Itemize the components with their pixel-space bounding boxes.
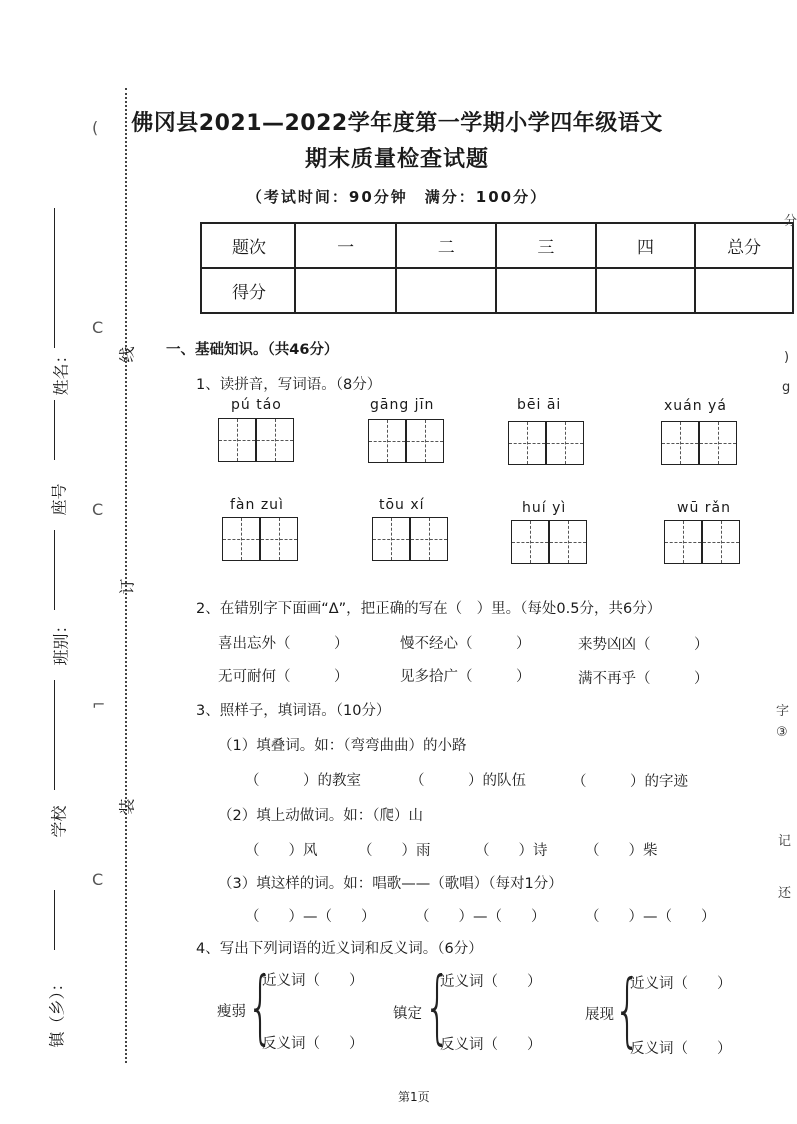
writing-grid-box[interactable] bbox=[702, 520, 740, 564]
binding-hole: C bbox=[92, 870, 104, 889]
writing-grid-box[interactable] bbox=[664, 520, 702, 564]
antonym-field[interactable]: 反义词（ ） bbox=[630, 1041, 732, 1057]
answer-item[interactable]: 无可耐何（ ） bbox=[218, 669, 349, 685]
school-field-line[interactable] bbox=[54, 680, 55, 790]
writing-grid-box[interactable] bbox=[368, 419, 406, 463]
pinyin-label: pú táo bbox=[231, 397, 282, 413]
question-title: 4、写出下列词语的近义词和反义词。（6分） bbox=[196, 941, 483, 957]
name-label: 姓名： bbox=[51, 347, 71, 396]
section-title: 一、基础知识。（共46分） bbox=[166, 342, 339, 358]
score-table-header-cell: 一 bbox=[295, 223, 397, 268]
synonym-field[interactable]: 近义词（ ） bbox=[262, 973, 364, 989]
adjacent-page-fragment: 记 bbox=[778, 834, 792, 849]
binding-dotted-line bbox=[125, 88, 127, 1063]
adjacent-page-fragment: 字 bbox=[776, 704, 790, 719]
word-label: 瘦弱 bbox=[217, 1004, 246, 1020]
synonym-field[interactable]: 近义词（ ） bbox=[630, 976, 732, 992]
answer-item[interactable]: （ ）柴 bbox=[585, 843, 658, 859]
score-table bbox=[200, 222, 794, 314]
writing-grid-box[interactable] bbox=[699, 421, 737, 465]
writing-grid-box[interactable] bbox=[508, 421, 546, 465]
score-cell[interactable] bbox=[396, 268, 496, 313]
writing-grid-box[interactable] bbox=[549, 520, 587, 564]
binding-line-char: 装 bbox=[117, 798, 137, 815]
binding-hole: ⌐ bbox=[92, 695, 106, 714]
answer-item[interactable]: （ ）—（ ） bbox=[585, 909, 716, 925]
seat-field-line[interactable] bbox=[54, 400, 55, 460]
score-table-header-cell: 四 bbox=[596, 223, 696, 268]
exam-title-line1: 佛冈县2021—2022学年度第一学期小学四年级语文 bbox=[131, 111, 663, 136]
answer-item[interactable]: 满不再乎（ ） bbox=[578, 671, 709, 687]
score-table-score-row bbox=[201, 268, 793, 313]
writing-grid-box[interactable] bbox=[410, 517, 448, 561]
adjacent-page-fragment: g bbox=[782, 380, 791, 395]
binding-line-char: 线 bbox=[117, 346, 137, 363]
question-title: 3、照样子，填词语。（10分） bbox=[196, 703, 391, 719]
answer-item[interactable]: 见多拾广（ ） bbox=[400, 669, 531, 685]
binding-hole: C bbox=[92, 500, 104, 519]
score-label: 得分 bbox=[201, 268, 295, 313]
answer-item[interactable]: 慢不经心（ ） bbox=[400, 636, 531, 652]
score-cell[interactable] bbox=[295, 268, 397, 313]
school-label: 学校 bbox=[49, 805, 69, 838]
writing-grid-box[interactable] bbox=[372, 517, 410, 561]
brace-icon: { bbox=[614, 963, 641, 1057]
answer-item[interactable]: （ ）雨 bbox=[358, 843, 431, 859]
score-table-header-row bbox=[201, 223, 793, 268]
pinyin-label: wū rǎn bbox=[677, 500, 731, 516]
seat-label: 座号 bbox=[49, 483, 69, 516]
answer-item[interactable]: （ ）—（ ） bbox=[245, 909, 376, 925]
page-number: 第1页 bbox=[398, 1090, 430, 1104]
word-label: 展现 bbox=[585, 1007, 614, 1023]
adjacent-page-fragment: 还 bbox=[778, 886, 792, 901]
exam-title-line2: 期末质量检查试题 bbox=[304, 147, 489, 172]
answer-item[interactable]: 来势凶凶（ ） bbox=[578, 637, 709, 653]
adjacent-page-fragment: 分 bbox=[784, 214, 797, 229]
answer-item[interactable]: （ ）诗 bbox=[475, 843, 548, 859]
score-cell[interactable] bbox=[695, 268, 793, 313]
score-cell[interactable] bbox=[596, 268, 696, 313]
adjacent-page-fragment: ③ bbox=[776, 725, 788, 740]
writing-grid-box[interactable] bbox=[406, 419, 444, 463]
question-title: 1、读拼音，写词语。（8分） bbox=[196, 377, 382, 393]
score-table-header-cell: 三 bbox=[496, 223, 596, 268]
name-field-line[interactable] bbox=[54, 208, 55, 348]
word-label: 镇定 bbox=[393, 1006, 422, 1022]
writing-grid-box[interactable] bbox=[260, 517, 298, 561]
answer-item[interactable]: （ ）—（ ） bbox=[415, 909, 546, 925]
score-cell[interactable] bbox=[496, 268, 596, 313]
writing-grid-box[interactable] bbox=[661, 421, 699, 465]
score-table-header-cell: 题次 bbox=[201, 223, 295, 268]
synonym-field[interactable]: 近义词（ ） bbox=[440, 974, 542, 990]
writing-grid-box[interactable] bbox=[222, 517, 260, 561]
antonym-field[interactable]: 反义词（ ） bbox=[440, 1037, 542, 1053]
binding-hole: C bbox=[92, 318, 104, 337]
writing-grid-box[interactable] bbox=[511, 520, 549, 564]
town-field-line[interactable] bbox=[54, 890, 55, 950]
binding-line-char: 订 bbox=[117, 578, 137, 595]
question-title: 2、在错别字下面画“Δ”，把正确的写在（ ）里。（每处0.5分，共6分） bbox=[196, 601, 662, 617]
class-label: 班别： bbox=[51, 617, 71, 666]
town-label: 镇（乡）： bbox=[47, 975, 67, 1048]
brace-icon: { bbox=[247, 960, 274, 1054]
pinyin-label: bēi āi bbox=[517, 397, 562, 413]
subquestion-title: （2）填上动做词。如：（爬）山 bbox=[218, 808, 423, 824]
pinyin-label: gāng jīn bbox=[370, 397, 435, 413]
subquestion-title: （1）填叠词。如：（弯弯曲曲）的小路 bbox=[218, 738, 467, 754]
binding-hole: ( bbox=[92, 118, 99, 137]
subquestion-title: （3）填这样的词。如：唱歌——（歌唱）（每对1分） bbox=[218, 876, 563, 892]
answer-item[interactable]: （ ）的教室 bbox=[245, 773, 361, 789]
pinyin-label: tōu xí bbox=[379, 497, 425, 513]
adjacent-page-fragment: ) bbox=[784, 350, 790, 365]
pinyin-label: fàn zuì bbox=[230, 497, 284, 513]
answer-item[interactable]: 喜出忘外（ ） bbox=[218, 636, 349, 652]
answer-item[interactable]: （ ）的字迹 bbox=[572, 774, 688, 790]
class-field-line[interactable] bbox=[54, 530, 55, 610]
pinyin-label: huí yì bbox=[522, 500, 567, 516]
antonym-field[interactable]: 反义词（ ） bbox=[262, 1036, 364, 1052]
brace-icon: { bbox=[424, 960, 451, 1054]
pinyin-label: xuán yá bbox=[664, 398, 727, 414]
answer-item[interactable]: （ ）风 bbox=[245, 843, 318, 859]
writing-grid-box[interactable] bbox=[546, 421, 584, 465]
answer-item[interactable]: （ ）的队伍 bbox=[410, 773, 526, 789]
writing-grid-box[interactable] bbox=[256, 418, 294, 462]
exam-subtitle: （考试时间：90分钟 满分：100分） bbox=[246, 188, 548, 206]
writing-grid-box[interactable] bbox=[218, 418, 256, 462]
score-table-header-cell: 总分 bbox=[695, 223, 793, 268]
score-table-header-cell: 二 bbox=[396, 223, 496, 268]
